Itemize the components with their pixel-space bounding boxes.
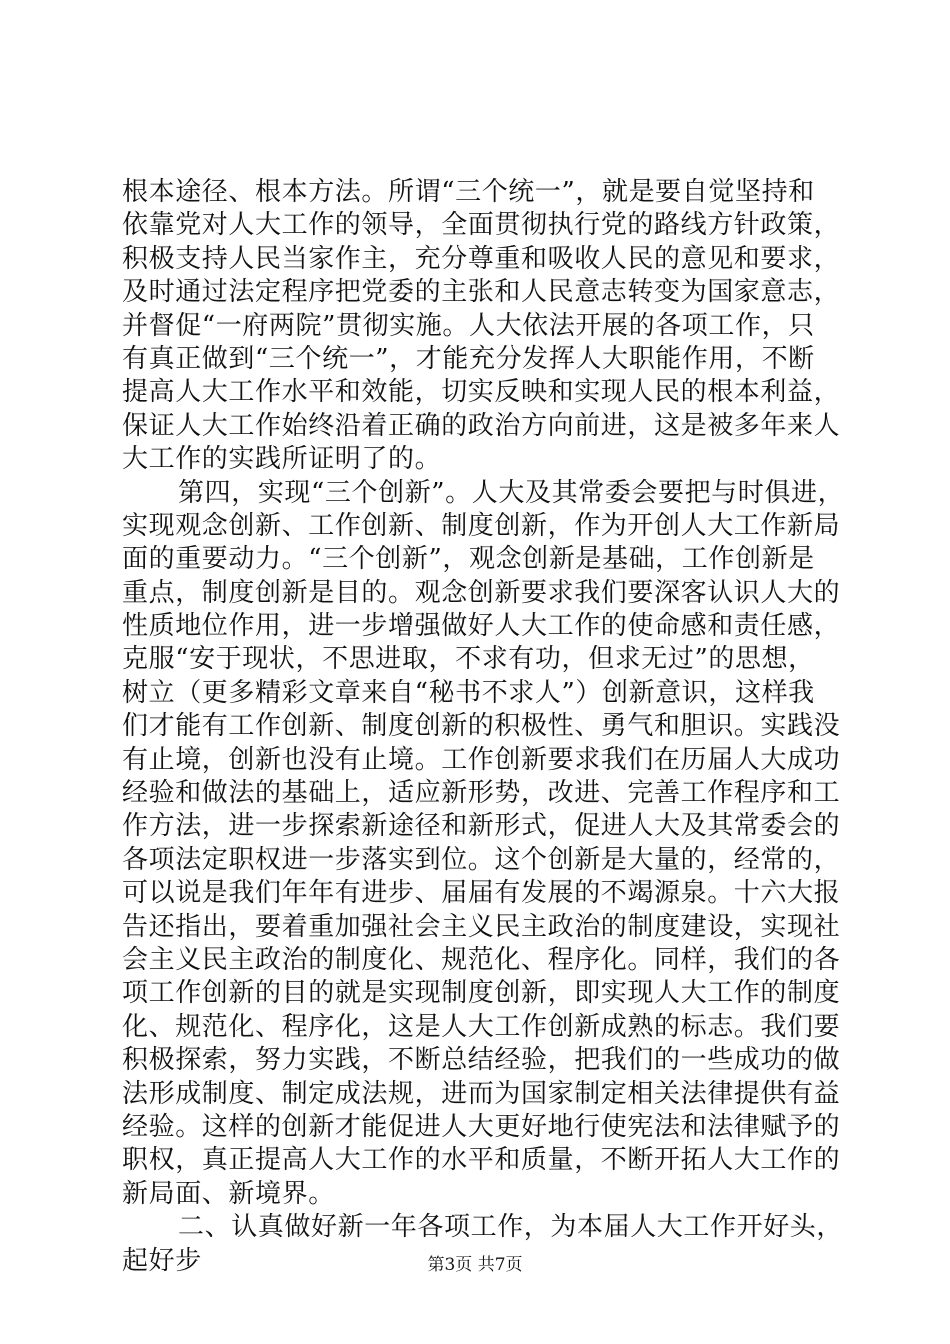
text-line: 有真正做到“三个统一”，才能充分发挥人大职能作用，不断 xyxy=(122,343,815,374)
text-line: 们才能有工作创新、制度创新的积极性、勇气和胆识。实践没 xyxy=(122,711,841,742)
text-line: 依靠党对人大工作的领导，全面贯彻执行党的路线方针政策， xyxy=(122,210,841,241)
text-line: 经验和做法的基础上，适应新形势，改进、完善工作程序和工 xyxy=(122,778,841,809)
section-heading-line: 起好步 xyxy=(122,1245,202,1276)
text-line: 性质地位作用，进一步增强做好人大工作的使命感和责任感， xyxy=(122,611,841,642)
text-line: 大工作的实践所证明了的。 xyxy=(122,444,442,475)
text-line: 保证人大工作始终沿着正确的政治方向前进，这是被多年来人 xyxy=(122,410,841,441)
text-line: 化、规范化、程序化，这是人大工作创新成熟的标志。我们要 xyxy=(122,1011,841,1042)
text-line: 会主义民主政治的制度化、规范化、程序化。同样，我们的各 xyxy=(122,944,841,975)
text-line: 树立（更多精彩文章来自“秘书不求人”）创新意识，这样我 xyxy=(122,677,815,708)
text-line: 积极探索，努力实践，不断总结经验，把我们的一些成功的做 xyxy=(122,1045,841,1076)
text-line: 重点，制度创新是目的。观念创新要求我们要深客认识人大的 xyxy=(122,577,841,608)
text-line: 经验。这样的创新才能促进人大更好地行使宪法和法律赋予的 xyxy=(122,1111,841,1142)
body-text xyxy=(122,176,845,1278)
text-line: 及时通过法定程序把党委的主张和人民意志转变为国家意志， xyxy=(122,277,841,308)
text-line: 有止境，创新也没有止境。工作创新要求我们在历届人大成功 xyxy=(122,744,841,775)
text-line: 告还指出，要着重加强社会主义民主政治的制度建设，实现社 xyxy=(122,911,841,942)
page-number-footer: 第3页 共7页 xyxy=(427,1255,523,1275)
text-line: 新局面、新境界。 xyxy=(122,1178,335,1209)
text-line: 各项法定职权进一步落实到位。这个创新是大量的，经常的， xyxy=(122,844,841,875)
text-line: 根本途径、根本方法。所谓“三个统一”，就是要自觉坚持和 xyxy=(122,177,815,207)
paragraph-start-line: 第四，实现“三个创新”。人大及其常委会要把与时俱进， xyxy=(178,477,845,508)
text-line: 可以说是我们年年有进步、届届有发展的不竭源泉。十六大报 xyxy=(122,878,841,909)
text-line: 并督促“一府两院”贯彻实施。人大依法开展的各项工作，只 xyxy=(122,310,815,341)
text-line: 职权，真正提高人大工作的水平和质量，不断开拓人大工作的 xyxy=(122,1145,841,1176)
text-line: 实现观念创新、工作创新、制度创新，作为开创人大工作新局 xyxy=(122,510,841,541)
text-line: 提高人大工作水平和效能，切实反映和实现人民的根本利益， xyxy=(122,377,841,408)
text-line: 克服“安于现状，不思进取，不求有功，但求无过”的思想， xyxy=(122,644,815,675)
section-heading-line: 二、认真做好新一年各项工作，为本届人大工作开好头， xyxy=(178,1212,844,1243)
text-line: 法形成制度、制定成法规，进而为国家制定相关法律提供有益 xyxy=(122,1078,841,1109)
text-line: 积极支持人民当家作主，充分尊重和吸收人民的意见和要求， xyxy=(122,243,841,274)
text-line: 面的重要动力。“三个创新”，观念创新是基础，工作创新是 xyxy=(122,544,815,575)
text-line: 作方法，进一步探索新途径和新形式，促进人大及其常委会的 xyxy=(122,811,841,842)
text-line: 项工作创新的目的就是实现制度创新，即实现人大工作的制度 xyxy=(122,978,841,1009)
